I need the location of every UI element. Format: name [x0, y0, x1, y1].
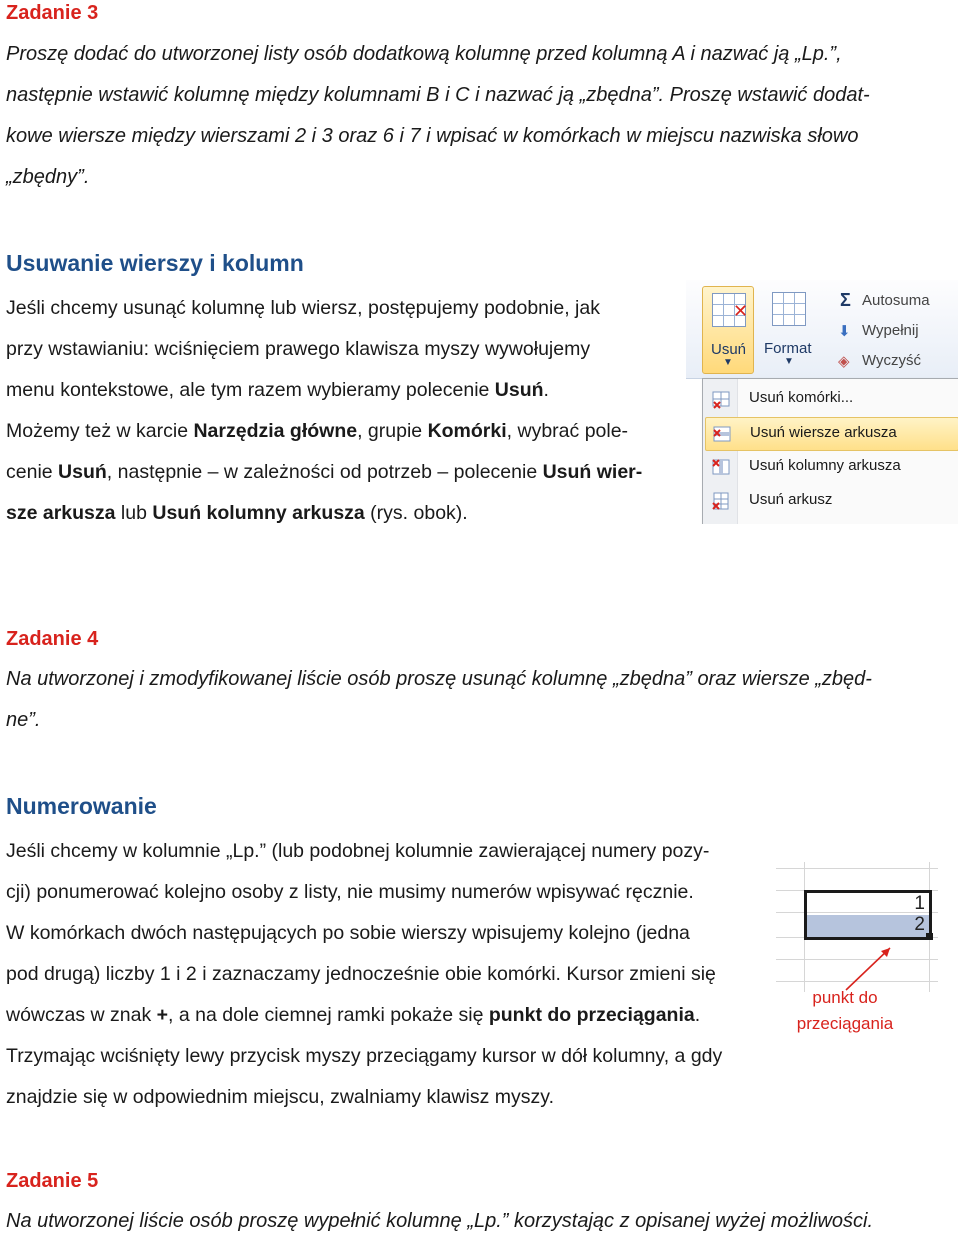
sigma-icon: Σ — [840, 290, 851, 310]
clear-label[interactable]: Wyczyść — [862, 352, 922, 369]
bold-span: Narzędzia główne — [193, 420, 358, 442]
gridline — [776, 868, 938, 869]
delete-cells-icon — [711, 389, 731, 409]
menu-item-label: Usuń komórki... — [749, 389, 854, 406]
usuwanie-heading: Usuwanie wierszy i kolumn — [6, 250, 304, 276]
ribbon-cells-group — [686, 280, 958, 379]
zadanie3-heading: Zadanie 3 — [6, 2, 99, 24]
eraser-icon: ◈ — [838, 353, 850, 370]
menu-item-delete-cells[interactable] — [705, 383, 957, 415]
chevron-down-icon: ▼ — [723, 357, 733, 368]
format-cells-icon — [772, 292, 806, 326]
numerowanie-heading: Numerowanie — [6, 793, 157, 819]
usuwanie-line: przy wstawianiu: wciśnięciem prawego klawisza myszy wywołujemy — [6, 338, 591, 360]
text-span: , grupie — [357, 420, 428, 442]
numerowanie-line: Trzymając wciśnięty lewy przycisk myszy przeciągamy kursor w dół kolumny, a gdy — [6, 1045, 723, 1067]
usuwanie-line — [6, 411, 670, 452]
usuwanie-line — [6, 370, 670, 411]
fill-handle-callout — [770, 985, 920, 1037]
delete-columns-icon — [711, 457, 731, 477]
zadanie3-line: kowe wiersze między wierszami 2 i 3 oraz 6 i 7 i wpisać w komórkach w miejscu nazwiska słowo — [6, 125, 859, 147]
chevron-down-icon: ▼ — [784, 356, 794, 367]
numerowanie-line: pod drugą) liczby 1 i 2 i zaznaczamy jednocześnie obie komórki. Kursor zmieni się — [6, 963, 716, 985]
text-span: . — [543, 379, 549, 401]
fill-down-icon: ⬇ — [838, 323, 851, 340]
bold-span: Usuń — [494, 379, 544, 401]
usuwanie-line — [6, 493, 670, 534]
delete-sheet-icon — [711, 491, 731, 511]
zadanie5-heading: Zadanie 5 — [6, 1170, 99, 1192]
zadanie4-paragraph — [6, 659, 912, 741]
selected-cell-highlight — [807, 915, 929, 937]
format-button-label: Format — [764, 340, 812, 357]
zadanie3-line: następnie wstawić kolumnę między kolumnami B i C i nazwać ją „zbędna”. Proszę wstawić dodat- — [6, 84, 870, 106]
format-button[interactable] — [760, 286, 816, 372]
fill-label[interactable]: Wypełnij — [862, 322, 919, 339]
delete-rows-icon — [712, 424, 732, 444]
callout-line: punkt do — [812, 988, 878, 1007]
text-span: , a na dole ciemnej ramki pokaże się — [168, 1004, 489, 1026]
numerowanie-line: Jeśli chcemy w kolumnie „Lp.” (lub podobnej kolumnie zawierającej numery pozy- — [6, 840, 710, 862]
zadanie3-line: „zbędny”. — [6, 166, 90, 188]
text-span: menu kontekstowe, ale tym razem wybieramy polecenie — [6, 379, 495, 401]
numerowanie-line — [6, 995, 760, 1036]
text-span: , następnie – w zależności od potrzeb – polecenie — [106, 461, 543, 483]
bold-span: + — [156, 1004, 169, 1026]
fill-handle[interactable] — [926, 933, 933, 940]
menu-item-delete-rows[interactable] — [705, 417, 958, 451]
menu-item-label: Usuń arkusz — [749, 491, 833, 508]
zadanie5-line: Na utworzonej liście osób proszę wypełnić kolumnę „Lp.” korzystając z opisanej wyżej możliwości. — [6, 1210, 874, 1232]
delete-button-label: Usuń — [711, 341, 747, 358]
text-span: wówczas w znak — [6, 1004, 157, 1026]
menu-item-label: Usuń kolumny arkusza — [749, 457, 901, 474]
zadanie4-line: Na utworzonej i zmodyfikowanej liście osób proszę usunąć kolumnę „zbędna” oraz wiersze „zbęd- — [6, 668, 872, 690]
text-span: (rys. obok). — [364, 502, 468, 524]
numerowanie-line: znajdzie się w odpowiednim miejscu, zwalniamy klawisz myszy. — [6, 1086, 554, 1108]
zadanie4-line: ne”. — [6, 709, 41, 731]
bold-span: Komórki — [427, 420, 507, 442]
text-span: cenie — [6, 461, 59, 483]
bold-span: sze arkusza — [6, 502, 116, 524]
bold-span: Usuń kolumny arkusza — [152, 502, 365, 524]
bold-span: punkt do przeciągania — [488, 1004, 695, 1026]
text-span: . — [694, 1004, 701, 1026]
usuwanie-line: Jeśli chcemy usunąć kolumnę lub wiersz, postępujemy podobnie, jak — [6, 297, 600, 319]
zadanie4-heading: Zadanie 4 — [6, 628, 99, 650]
zadanie3-paragraph — [6, 34, 912, 198]
zadanie3-line: Proszę dodać do utworzonej listy osób dodatkową kolumnę przed kolumną A i nazwać ją „Lp.”, — [6, 43, 842, 65]
numerowanie-paragraph — [6, 831, 760, 1118]
autosum-label[interactable]: Autosuma — [862, 292, 930, 309]
zadanie5-paragraph — [6, 1201, 912, 1242]
bold-span: Usuń — [58, 461, 107, 483]
text-span: Możemy też w karcie — [6, 420, 194, 442]
red-x-icon: ✕ — [733, 301, 749, 321]
cell-value: 2 — [914, 914, 925, 935]
delete-button[interactable] — [702, 286, 754, 374]
bold-span: Usuń wier- — [542, 461, 643, 483]
callout-line: przeciągania — [796, 1014, 894, 1033]
delete-dropdown-menu — [702, 378, 958, 524]
ribbon-screenshot — [686, 280, 958, 524]
numerowanie-line: cji) ponumerować kolejno osoby z listy, nie musimy numerów wpisywać ręcznie. — [6, 881, 694, 903]
usuwanie-line — [6, 452, 670, 493]
cell-value: 1 — [914, 893, 925, 914]
text-span: , wybrać pole- — [506, 420, 629, 442]
selected-cells[interactable] — [804, 890, 932, 940]
usuwanie-paragraph — [6, 288, 670, 534]
menu-item-label: Usuń wiersze arkusza — [750, 424, 897, 441]
menu-item-delete-sheet[interactable] — [705, 485, 957, 517]
text-span: lub — [115, 502, 153, 524]
numerowanie-line: W komórkach dwóch następujących po sobie wierszy wpisujemy kolejno (jedna — [6, 922, 690, 944]
menu-item-delete-columns[interactable] — [705, 451, 957, 483]
